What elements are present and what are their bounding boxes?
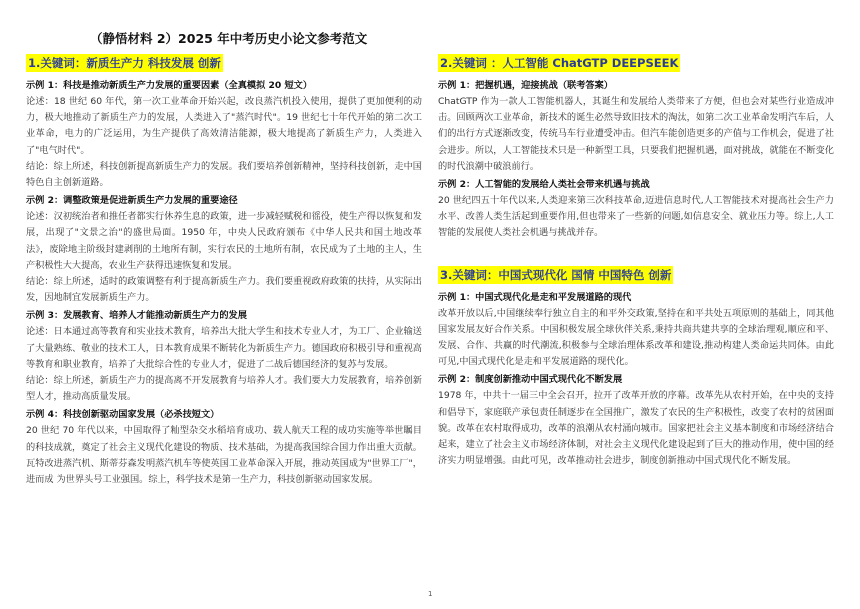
section1-example4-title: 示例 4：科技创新驱动国家发展（必杀技短文） <box>26 409 220 421</box>
page-number: 1 <box>428 590 433 598</box>
section3-example2-title: 示例 2：制度创新推动中国式现代化不断发展 <box>438 374 623 386</box>
section1-heading: 1.关键词：新质生产力 科技发展 创新 <box>28 56 221 70</box>
section1-example2-title: 示例 2：调整政策是促进新质生产力发展的重要途径 <box>26 195 238 207</box>
section3-heading: 3.关键词：中国式现代化 国情 中国特色 创新 <box>440 267 672 282</box>
right-column <box>438 52 834 469</box>
section3-example1-body: 改革开放以后,中国继续奉行独立自主的和平外交政策,坚持在和平共处五项原则的基础上，同其他国家发展友好合作关系。中国积极发展全球伙伴关系,秉持共商共建共享的全球治理观,顺应和平、发展、合作、共赢的时代潮流,积极参与全球治理体系改革和建设,推动构建人类命运共同体。由此可见,中国式现代化是走和平发展道路的现代化。 <box>438 307 834 368</box>
section1-example1-title: 示例 1：科技是推动新质生产力发展的重要因素（全真模拟 20 短文） <box>26 80 313 91</box>
section2-example1-body: ChatGTP 作为一款人工智能机器人，其诞生和发展给人类带来了方便，但也会对某些行业造成冲击。回顾两次工业革命，新技术的诞生必然导致旧技术的淘汰，如第二次工业革命发明汽车后，人们的出行方式逐渐改变，传统马车行业遭受冲击。但汽车能创造更多的产值与工作机会，促进了社会进步。所以，人工智能技术只是一种新型工具，只要我们把握机遇，面对挑战，就能在不断变化的时代浪潮中破浪前行。 <box>438 96 834 172</box>
section1-example3-title: 示例 3：发展教育、培养人才能推动新质生产力的发展 <box>26 310 247 322</box>
section1-example3-conclusion: 结论：综上所述，新质生产力的提高离不开发展教育与培养人才。我们要大力发展教育，培养创新型人才，推动高质量发展。 <box>26 375 422 403</box>
section1-example2-conclusion: 结论：综上所述，适时的政策调整有利于提高新质生产力。我们要重视政府政策的扶持，从实际出发，因地制宜发展新质生产力。 <box>26 276 422 304</box>
section2-example1-title: 示例 1：把握机遇，迎接挑战（联考答案） <box>438 80 613 91</box>
section2-example2-body: 20 世纪四五十年代以来,人类迎来第三次科技革命,迈进信息时代,人工智能技术对提高社会生产力水平、改善人类生活起到重要作用,但也带来了一些新的问题,如信息安全、就业压力等。综上,人工智能的发展使人类社会机遇与挑战并存。 <box>438 195 834 239</box>
section3-example1-title: 示例 1：中国式现代化是走和平发展道路的现代 <box>438 291 632 303</box>
left-column <box>26 52 422 488</box>
section1-example2-argument: 论述：汉初统治者和推任者都实行休养生息的政策，进一步减轻赋税和徭役，使生产得以恢复和发展，出现了"文景之治"的盛世局面。1950 年，中央人民政府颁布《中华人民共和国土地改革法》，废除地主阶级封建剥削的土地所有制，实行农民的土地所有制，农民成为了土地的主人，生产积极性大大提高，农业生产获得迅速恢复和发展。 <box>26 211 422 271</box>
section2-heading: 2.关键词 ：人工智能 ChatGTP DEEPSEEK <box>440 56 679 70</box>
document-title: （静悟材料 2）2025 年中考历史小论文参考范文 <box>90 31 368 46</box>
section1-example1-argument: 论述：18 世纪 60 年代，第一次工业革命开始兴起，改良蒸汽机投入使用，提供了更加便利的动力，极大地推动了新质生产力的发展，人类进入了"蒸汽时代"。19 世纪七十年代开始的第二次工业革命，电力的广泛运用，为生产提供了高效清洁能源，极大地提高了新质生产力，人类进入了"电气时代"。 <box>26 96 422 156</box>
section1-example3-argument: 论述：日本通过高等教育和实业技术教育，培养出大批大学生和技术专业人才，为工厂、企业输送了大量熟练、敬业的技术工人，日本教育成果不断转化为新质生产力。德国政府积极引导和重视高等教育和职业教育，培养了大批综合性的专业人才，促进了二战后德国经济的复苏与发展。 <box>26 326 422 370</box>
section2-example2-title: 示例 2：人工智能的发展给人类社会带来机遇与挑战 <box>438 179 650 191</box>
section1-example1-conclusion: 结论：综上所述，科技创新提高新质生产力的发展。我们要培养创新精神，坚持科技创新，走中国特色自主创新道路。 <box>26 160 422 189</box>
section1-example4-body: 20 世纪 70 年代以来，中国取得了籼型杂交水稻培育成功、载人航天工程的成功实施等举世瞩目的科技成就，奠定了社会主义现代化建设的物质、技术基础，为提高我国综合国力作出重大贡献。瓦特改进蒸汽机、斯蒂芬森发明蒸汽机车等使英国工业革命深入开展，推动英国成为"世界工厂"，进而成 为世界头号工业强国。综上，科学技术是第一生产力，科技创新驱动国家发展。 <box>26 425 422 486</box>
section3-example2-body: 1978 年，中共十一届三中全会召开，拉开了改革开放的序幕。改革先从农村开始，在中央的支持和倡导下，家庭联产承包责任制逐步在全国推广，激发了农民的生产积极性，改变了农村的贫困面貌。改革在农村取得成功，改革的浪潮从农村涌向城市。国家把社会主义基本制度和市场经济结合起来，建立了社会主义市场经济体制，对社会主义现代化建设起到了巨大的推动作用，使中国的经济实力明显增强。由此可见，改革推动社会进步，制度创新推动中国式现代化不断发展。 <box>438 390 834 467</box>
